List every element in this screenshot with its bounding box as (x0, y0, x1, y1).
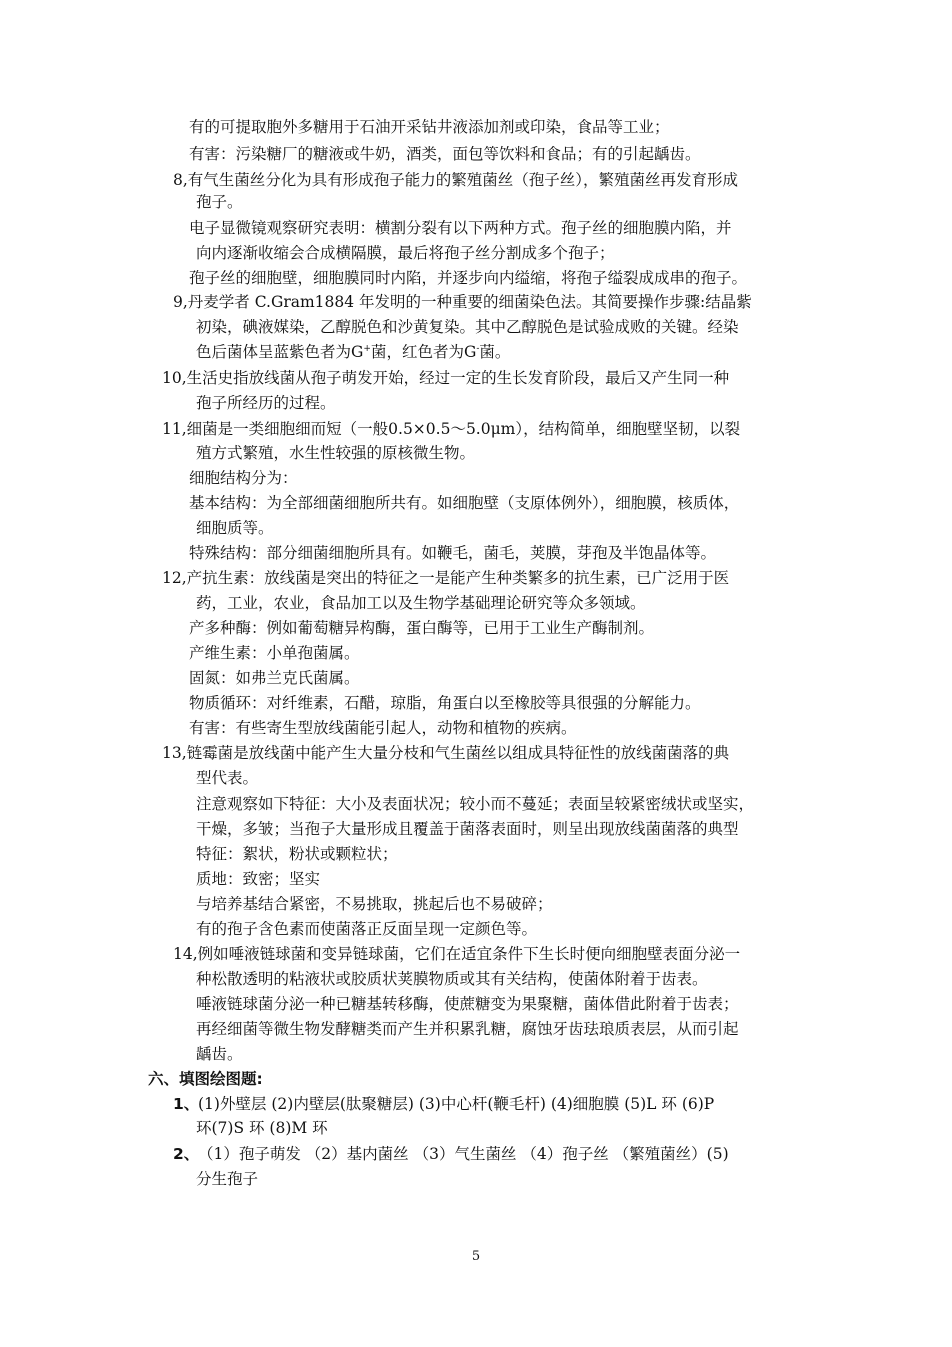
text-line: 13,链霉菌是放线菌中能产生大量分枝和气生菌丝以组成具特征性的放线菌菌落的典 (162, 744, 730, 762)
text-line: 环(7)S 环 (8)M 环 (196, 1119, 328, 1137)
text-line: 与培养基结合紧密，不易挑取，挑起后也不易破碎； (196, 895, 553, 913)
text-line: 12,产抗生素：放线菌是突出的特征之一是能产生种类繁多的抗生素，已广泛用于医 (162, 569, 730, 587)
page-number: 5 (471, 1249, 481, 1264)
text-line: 细胞结构分为： (189, 469, 298, 487)
text-line: 9,丹麦学者 C.Gram1884 年发明的一种重要的细菌染色法。其简要操作步骤:结晶紫 (173, 293, 752, 311)
text-line: 孢子所经历的过程。 (196, 394, 336, 412)
text-line: 注意观察如下特征：大小及表面状况；较小而不蔓延；表面呈较紧密绒状或坚实， (196, 795, 755, 813)
text-line: 特殊结构：部分细菌细胞所具有。如鞭毛，菌毛，荚膜，芽孢及半饱晶体等。 (189, 544, 717, 562)
text-line: 有害：污染糖厂的糖液或牛奶，酒类，面包等饮料和食品；有的引起龋齿。 (189, 145, 701, 163)
answer-number: 1、 (173, 1095, 200, 1113)
text-line: 基本结构：为全部细菌细胞所共有。如细胞壁（支原体例外），细胞膜，核质体， (189, 494, 740, 512)
text-line: 特征：絮状，粉状或颗粒状； (196, 845, 398, 863)
text-line: 药，工业，农业，食品加工以及生物学基础理论研究等众多领域。 (196, 594, 646, 612)
text-line: 型代表。 (196, 769, 259, 787)
text-line: 向内逐渐收缩会合成横隔膜，最后将孢子丝分割成多个孢子； (196, 244, 615, 262)
text-line: 物质循环：对纤维素，石醋，琼脂，角蛋白以至橡胶等具很强的分解能力。 (189, 694, 701, 712)
text-line: 10,生活史指放线菌从孢子萌发开始，经过一定的生长发育阶段，最后又产生同一种 (162, 369, 730, 387)
text-line: 种松散透明的粘液状或胶质状荚膜物质或其有关结构，使菌体附着于齿表。 (196, 970, 708, 988)
text-line: （1）孢子萌发 （2）基内菌丝 （3）气生菌丝 （4）孢子丝 （繁殖菌丝）(5) (198, 1145, 729, 1163)
text-line: 孢子。 (196, 193, 243, 211)
text-line: 孢子丝的细胞壁，细胞膜同时内陷，并逐步向内缢缩，将孢子缢裂成成串的孢子。 (189, 269, 748, 287)
text-line: 产多种酶：例如葡萄糖异构酶，蛋白酶等，已用于工业生产酶制剂。 (189, 619, 655, 637)
gram-text-after: 菌。 (479, 343, 511, 361)
text-line: 再经细菌等微生物发酵糖类而产生并积累乳糖，腐蚀牙齿珐琅质表层，从而引起 (196, 1020, 739, 1038)
text-line: (1)外壁层 (2)内壁层(肽聚糖层) (3)中心杆(鞭毛杆) (4)细胞膜 (5)L 环 (6)P (198, 1095, 715, 1113)
gram-text-middle: 菌，红色者为G (370, 343, 477, 361)
text-line: 细胞质等。 (196, 519, 274, 537)
answer-number: 2、 (173, 1145, 200, 1163)
text-line: 初染，碘液媒染，乙醇脱色和沙黄复染。其中乙醇脱色是试验成败的关键。经染 (196, 318, 739, 336)
text-line: 14,例如唾液链球菌和变异链球菌，它们在适宜条件下生长时便向细胞壁表面分泌一 (173, 945, 741, 963)
text-line: 唾液链球菌分泌一种已糖基转移酶，使蔗糖变为果聚糖，菌体借此附着于齿表； (196, 995, 739, 1013)
text-line: 有害：有些寄生型放线菌能引起人，动物和植物的疾病。 (189, 719, 577, 737)
text-line: 产维生素：小单孢菌属。 (189, 644, 360, 662)
gram-positive-sup: + (363, 343, 371, 354)
text-line: 殖方式繁殖，水生性较强的原核微生物。 (196, 444, 476, 462)
text-line: 干燥，多皱；当孢子大量形成且覆盖于菌落表面时，则呈出现放线菌菌落的典型 (196, 820, 739, 838)
text-line: 质地：致密；坚实 (196, 870, 321, 888)
text-line: 有的孢子含色素而使菌落正反面呈现一定颜色等。 (196, 920, 538, 938)
text-line: 固氮：如弗兰克氏菌属。 (189, 669, 360, 687)
gram-text-before: 色后菌体呈蓝紫色者为G (196, 343, 364, 361)
gram-negative-sup: - (476, 343, 480, 354)
text-line: 电子显微镜观察研究表明：横割分裂有以下两种方式。孢子丝的细胞膜内陷，并 (189, 219, 732, 237)
text-line: 龋齿。 (196, 1045, 243, 1063)
text-line: 有的可提取胞外多糖用于石油开采钻井液添加剂或印染，食品等工业； (189, 118, 670, 136)
section-heading: 六、填图绘图题: (148, 1070, 263, 1088)
text-line: 11,细菌是一类细胞细而短（一般0.5×0.5～5.0μm），结构简单，细胞壁坚韧，以裂 (162, 420, 741, 438)
gram-stain-line (196, 341, 510, 363)
text-line: 8,有气生菌丝分化为具有形成孢子能力的繁殖菌丝（孢子丝），繁殖菌丝再发育形成 (173, 171, 739, 189)
text-line: 分生孢子 (196, 1170, 259, 1188)
